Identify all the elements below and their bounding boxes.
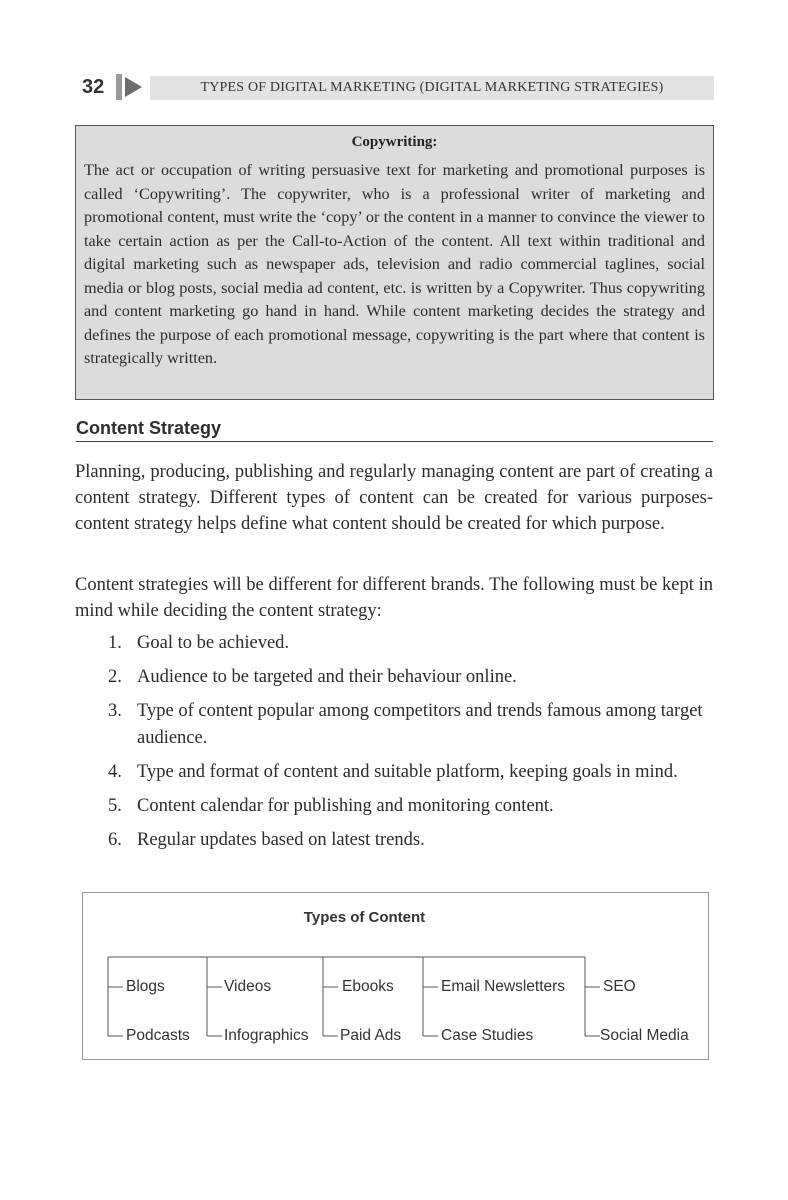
types-of-content-diagram bbox=[82, 892, 709, 1060]
list-item bbox=[105, 664, 713, 690]
list-text: Audience to be targeted and their behaviour online. bbox=[137, 667, 517, 688]
list-text: Type of content popular among competitors and trends famous among target audience. bbox=[137, 701, 703, 748]
strategy-list bbox=[105, 630, 713, 861]
page-header bbox=[76, 74, 714, 102]
list-number: 3. bbox=[108, 701, 122, 722]
list-item bbox=[105, 793, 713, 819]
list-number: 5. bbox=[108, 796, 122, 817]
list-item bbox=[105, 827, 713, 853]
running-title: TYPES OF DIGITAL MARKETING (DIGITAL MARKETING STRATEGIES) bbox=[150, 76, 714, 100]
content-type-case-studies: Case Studies bbox=[441, 1027, 534, 1044]
list-item bbox=[105, 759, 713, 785]
list-text: Content calendar for publishing and monitoring content. bbox=[137, 796, 554, 817]
copywriting-title: Copywriting: bbox=[351, 134, 438, 150]
content-type-infographics: Infographics bbox=[224, 1027, 309, 1044]
list-text: Goal to be achieved. bbox=[137, 633, 290, 653]
copywriting-body: The act or occupation of writing persuasive text for marketing and promotional purposes is called ‘Copywriting’. The copywriter, who is a professional writer of marketing and promotional content, must write the ‘copy’ or the content in a manner to convince the viewer to take certain action as per the Call-to-Action of the content. All text within traditional and digital marketing such as newspaper ads, television and radio commercial taglines, social media or blog posts, social media ad content, etc. is written by a Copywriter. Thus copywriting and content marketing go hand in hand. While content marketing decides the strategy and defines the purpose of each promotional message, copywriting is the part where that content is strategically written. bbox=[84, 161, 705, 367]
header-arrow-icon bbox=[125, 77, 142, 97]
copywriting-box bbox=[75, 125, 714, 400]
content-type-ebooks: Ebooks bbox=[342, 978, 394, 995]
content-type-social-media: Social Media bbox=[600, 1027, 689, 1044]
content-type-email-newsletters: Email Newsletters bbox=[441, 978, 566, 995]
list-text: Type and format of content and suitable platform, keeping goals in mind. bbox=[137, 761, 678, 782]
list-number: 6. bbox=[108, 830, 122, 851]
paragraph-2: Content strategies will be different for different brands. The following must be kept in mind while deciding the content strategy: bbox=[75, 575, 713, 622]
list-number: 4. bbox=[108, 761, 122, 782]
content-type-blogs: Blogs bbox=[126, 978, 165, 995]
diagram-title: Types of Content bbox=[303, 909, 426, 926]
content-type-seo: SEO bbox=[603, 978, 636, 995]
content-type-videos: Videos bbox=[224, 978, 272, 995]
section-heading: Content Strategy bbox=[76, 418, 713, 442]
list-item bbox=[105, 630, 713, 656]
content-type-podcasts: Podcasts bbox=[126, 1027, 190, 1044]
list-number: 1. bbox=[108, 633, 122, 653]
header-bar-decoration bbox=[116, 74, 122, 100]
paragraph-1: Planning, producing, publishing and regularly managing content are part of creating a content strategy. Different types of content can be created for various purposes-content strategy helps define what content should be created for which purpose. bbox=[75, 462, 713, 535]
page-number: 32 bbox=[82, 76, 105, 98]
list-text: Regular updates based on latest trends. bbox=[137, 830, 425, 851]
list-item bbox=[105, 698, 713, 750]
content-type-paid-ads: Paid Ads bbox=[340, 1027, 402, 1044]
list-number: 2. bbox=[108, 667, 122, 688]
